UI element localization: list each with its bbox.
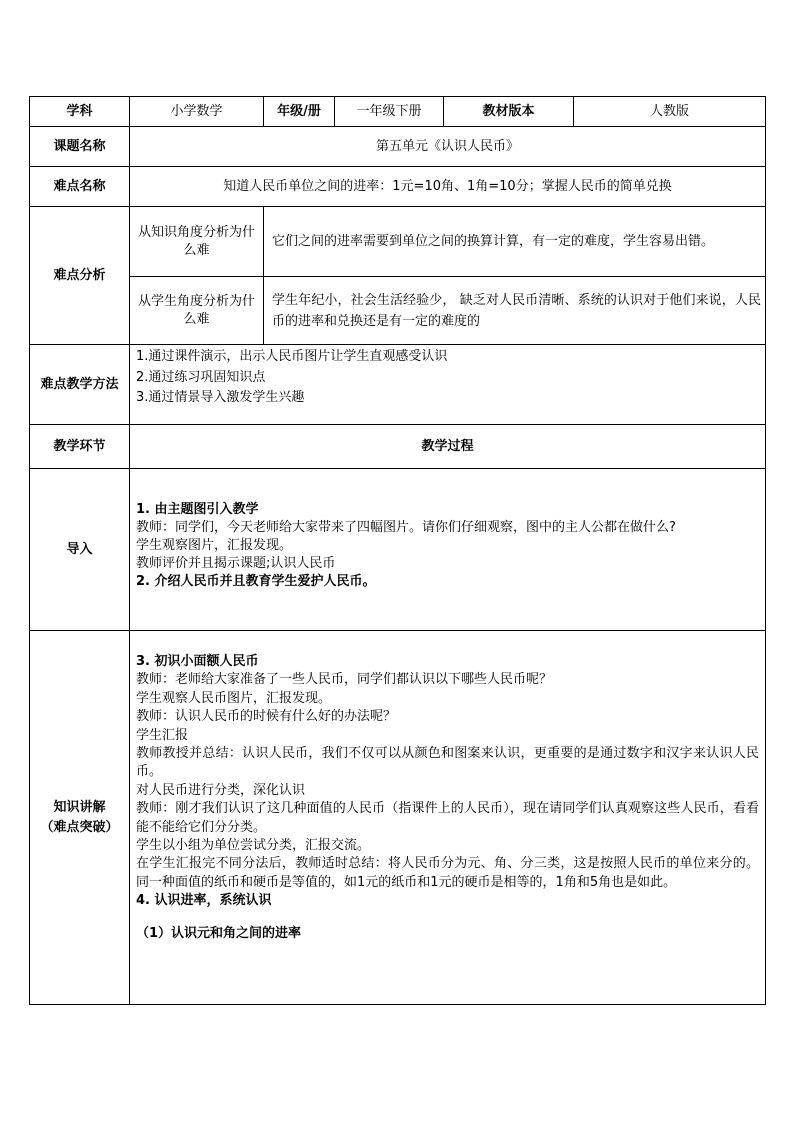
intro-line: 教师：同学们，今天老师给大家带来了四幅图片。请你们仔细观察，图中的主人公都在做什么? [136, 520, 676, 535]
analysis-label: 难点分析 [30, 207, 130, 345]
lesson-title-label: 课题名称 [30, 127, 130, 167]
analysis-knowledge-value: 它们之间的进率需要到单位之间的换算计算，有一定的难度，学生容易出错。 [264, 207, 766, 277]
knowledge-content [130, 631, 766, 1005]
difficulty-label: 难点名称 [30, 167, 130, 207]
lesson-plan-table [29, 96, 766, 1005]
methods-item: 3.通过情景导入激发学生兴趣 [136, 390, 305, 405]
intro-row [30, 469, 766, 631]
knowledge-label-line1: 知识讲解 [53, 799, 106, 815]
knowledge-heading: 3. 初识小面额人民币 [136, 654, 259, 669]
subject-label: 学科 [30, 97, 130, 127]
intro-content [130, 469, 766, 631]
knowledge-heading: 4. 认识进率，系统认识 [136, 893, 272, 909]
methods-label: 难点教学方法 [30, 345, 130, 425]
analysis-student-row [30, 277, 766, 345]
difficulty-row [30, 167, 766, 207]
difficulty-value: 知道人民币单位之间的进率：1元=10角、1角=10分；掌握人民币的简单兑换 [130, 167, 766, 207]
knowledge-line: 教师：老师给大家准备了一些人民币，同学们都认识以下哪些人民币呢？ [136, 672, 553, 688]
knowledge-spacer [136, 911, 759, 925]
stage-header: 教学环节 [30, 425, 130, 469]
lesson-title-row [30, 127, 766, 167]
intro-heading: 1. 由主题图引入教学 [136, 502, 259, 517]
knowledge-line: 学生汇报 [136, 727, 189, 743]
intro-line: 学生观察图片，汇报发现。 [136, 538, 293, 553]
intro-heading: 2. 介绍人民币并且教育学生爱护人民币。 [136, 574, 376, 589]
grade-label: 年级/册 [264, 97, 335, 127]
process-header-row [30, 425, 766, 469]
knowledge-line: 在学生汇报完不同分法后，教师适时总结：将人民币分为元、角、分三类，这是按照人民币的单位来分的。同一种面值的纸币和硬币是等值的，如1元的纸币和1元的硬币是相等的，1角和5角也是如此。 [136, 856, 759, 890]
header-row [30, 97, 766, 127]
edition-value: 人教版 [574, 97, 766, 127]
knowledge-line: 教师：认识人民币的时候有什么好的办法呢？ [136, 709, 397, 725]
lesson-title-value: 第五单元《认识人民币》 [130, 127, 766, 167]
analysis-student-label: 从学生角度分析为什么难 [130, 277, 264, 345]
methods-row [30, 345, 766, 425]
subject-value: 小学数学 [130, 97, 264, 127]
knowledge-line: 学生观察人民币图片，汇报发现。 [136, 690, 332, 706]
analysis-student-value: 学生年纪小，社会生活经验少， 缺乏对人民币清晰、系统的认识对于他们来说，人民币的进率和兑换还是有一定的难度的 [264, 277, 766, 345]
methods-item: 2.通过练习巩固知识点 [136, 369, 266, 385]
process-header: 教学过程 [130, 425, 766, 469]
knowledge-label-line2: （难点突破） [40, 819, 119, 835]
knowledge-row [30, 631, 766, 1005]
knowledge-line: 对人民币进行分类，深化认识 [136, 782, 306, 798]
methods-item: 1.通过课件演示，出示人民币图片让学生直观感受认识 [136, 349, 448, 364]
grade-value: 一年级下册 [335, 97, 444, 127]
knowledge-line: 教师教授并总结：认识人民币，我们不仅可以从颜色和图案来认识，更重要的是通过数字和汉字来认识人民币。 [136, 746, 759, 780]
methods-list [130, 345, 766, 425]
knowledge-line: 教师：刚才我们认识了这几种面值的人民币（指课件上的人民币），现在请同学们认真观察这些人民币，看看能不能给它们分分类。 [136, 801, 759, 835]
intro-line: 教师评价并且揭示课题;认识人民币 [136, 556, 336, 571]
intro-label: 导入 [30, 469, 130, 631]
knowledge-subheading: （1）认识元和角之间的进率 [136, 925, 302, 941]
knowledge-label [30, 631, 130, 1005]
analysis-knowledge-row [30, 207, 766, 277]
analysis-knowledge-label: 从知识角度分析为什么难 [130, 207, 264, 277]
knowledge-line: 学生以小组为单位尝试分类，汇报交流。 [136, 838, 371, 854]
edition-label: 教材版本 [444, 97, 574, 127]
